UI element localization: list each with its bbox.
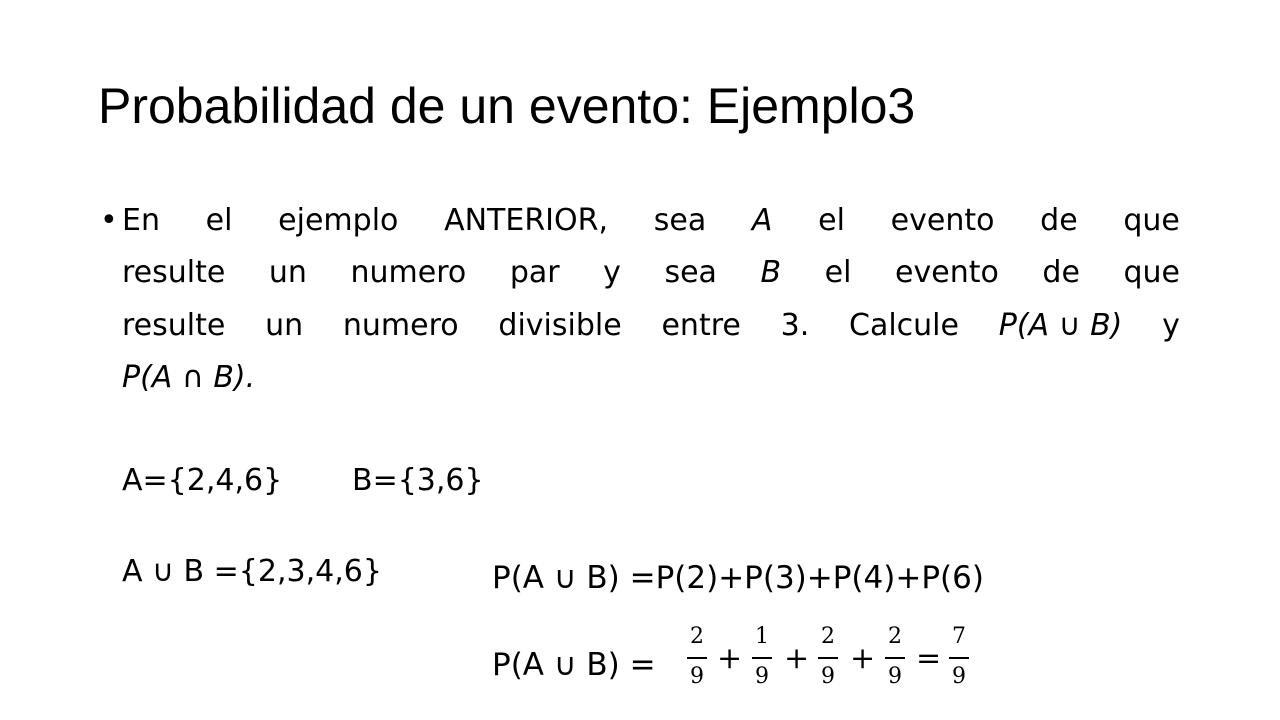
fraction-denominator: 9	[952, 664, 966, 689]
fraction-denominator: 9	[690, 664, 704, 689]
fraction-bar	[818, 657, 838, 659]
fraction	[686, 624, 708, 694]
word: y	[603, 255, 621, 290]
problem-line-3	[122, 306, 1180, 346]
event-b: B	[760, 255, 782, 290]
word: divisible	[498, 308, 622, 343]
fraction-bar	[752, 657, 772, 659]
fraction-numerator: 2	[690, 624, 704, 649]
word: ejemplo	[278, 203, 399, 238]
word: de	[1040, 203, 1078, 238]
fraction-numerator: 1	[755, 624, 769, 649]
fraction-bar	[687, 657, 707, 659]
fraction-bar	[885, 657, 905, 659]
set-b: B={3,6}	[352, 463, 484, 498]
word: que	[1123, 255, 1180, 290]
fraction	[884, 624, 906, 694]
word: el	[205, 203, 233, 238]
word: un	[265, 308, 304, 343]
fraction-bar	[949, 657, 969, 659]
problem-line-4	[122, 358, 255, 398]
word: y	[1162, 308, 1180, 343]
word: evento	[890, 203, 995, 238]
word: el	[824, 255, 852, 290]
word: el	[818, 203, 845, 238]
event-a: A	[751, 203, 773, 238]
fraction-result	[948, 624, 970, 694]
plus-sign: +	[784, 641, 810, 676]
word: resulte	[122, 255, 226, 290]
union-probability-lhs: P(A ∪ B) =	[492, 647, 656, 683]
fraction-numerator: 2	[888, 624, 902, 649]
union-set: A ∪ B ={2,3,4,6}	[122, 554, 382, 589]
word: 3.	[780, 308, 810, 343]
intersection-expression: P(A ∩ B).	[122, 360, 256, 395]
problem-line-1	[122, 201, 1180, 241]
fraction	[817, 624, 839, 694]
bullet-icon: •	[100, 203, 118, 238]
plus-sign: +	[717, 641, 743, 676]
word: numero	[342, 308, 459, 343]
word: un	[268, 255, 307, 290]
slide-title: Probabilidad de un evento: Ejemplo3	[98, 78, 916, 134]
word: entre	[661, 308, 741, 343]
word: En	[122, 203, 160, 238]
fraction-denominator: 9	[821, 664, 835, 689]
union-expression: P(A ∪ B)	[998, 308, 1123, 343]
word: ANTERIOR,	[444, 203, 609, 238]
word: numero	[350, 255, 467, 290]
fraction-numerator: 7	[952, 624, 966, 649]
word: Calcule	[849, 308, 959, 343]
union-probability-expansion: P(A ∪ B) =P(2)+P(3)+P(4)+P(6)	[492, 560, 984, 596]
set-a: A={2,4,6}	[122, 463, 283, 498]
equals-sign: =	[916, 641, 942, 676]
word: resulte	[122, 308, 226, 343]
word: de	[1042, 255, 1080, 290]
word: evento	[895, 255, 999, 290]
word: sea	[664, 255, 717, 290]
fraction-denominator: 9	[755, 664, 769, 689]
word: par	[509, 255, 560, 290]
fraction	[751, 624, 773, 694]
fraction-denominator: 9	[888, 664, 902, 689]
word: sea	[653, 203, 707, 238]
plus-sign: +	[850, 641, 876, 676]
problem-line-2	[122, 253, 1180, 293]
fraction-numerator: 2	[821, 624, 835, 649]
word: que	[1123, 203, 1180, 238]
